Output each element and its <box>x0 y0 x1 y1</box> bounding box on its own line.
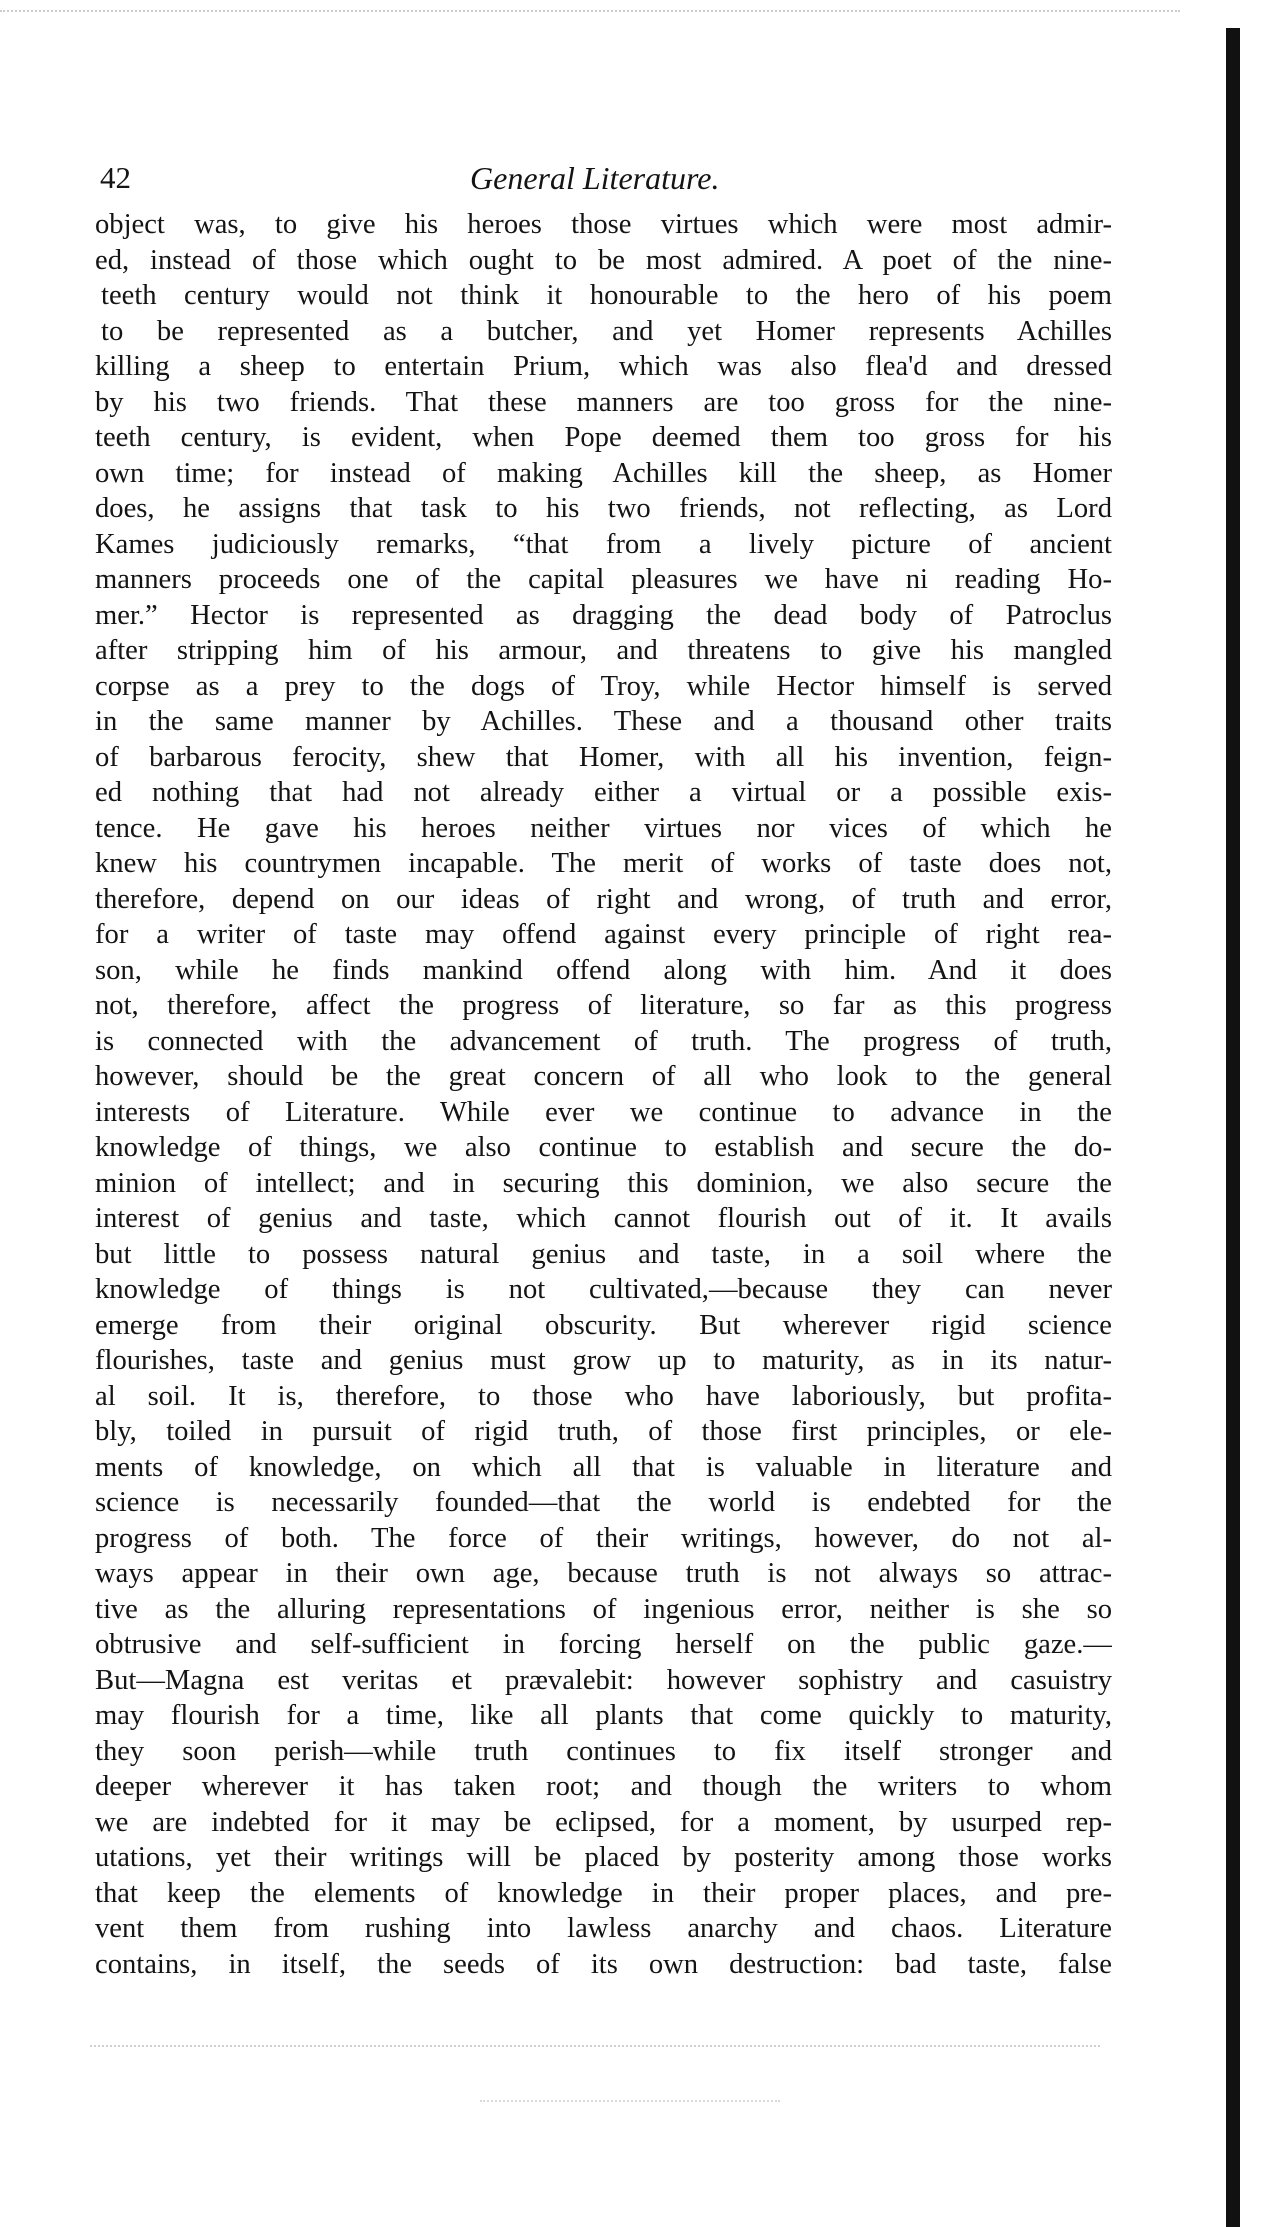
text-line: science is necessarily founded—that the world is endebted for the <box>95 1487 1112 1518</box>
text-line: deeper wherever it has taken root; and though the writers to whom <box>95 1771 1112 1802</box>
text-line: of barbarous ferocity, shew that Homer, with all his invention, feign- <box>95 741 1112 773</box>
page-binding-edge <box>1226 28 1240 2227</box>
text-line: knowledge of things, we also continue to establish and secure the do- <box>95 1132 1112 1163</box>
text-line: own time; for instead of making Achilles kill the sheep, as Homer <box>95 457 1112 489</box>
text-line: But—Magna est veritas et prævalebit: however sophistry and casuistry <box>95 1664 1112 1696</box>
text-line: teeth century, is evident, when Pope deemed them too gross for his <box>95 422 1112 453</box>
text-line: emerge from their original obscurity. But wherever rigid science <box>95 1309 1112 1341</box>
text-line: ed nothing that had not already either a virtual or a possible exis- <box>95 777 1112 808</box>
text-line: tive as the alluring representations of ingenious error, neither is she so <box>95 1593 1112 1625</box>
text-line: but little to possess natural genius and taste, in a soil where the <box>95 1238 1112 1270</box>
text-line: knew his countrymen incapable. The merit of works of taste does not, <box>95 848 1112 879</box>
text-line: corpse as a prey to the dogs of Troy, while Hector himself is served <box>95 670 1112 702</box>
text-line: we are indebted for it may be eclipsed, for a moment, by usurped rep- <box>95 1806 1112 1838</box>
text-line: does, he assigns that task to his two friends, not reflecting, as Lord <box>95 493 1112 524</box>
text-line: that keep the elements of knowledge in their proper places, and pre- <box>95 1877 1112 1909</box>
text-line: object was, to give his heroes those virtues which were most admir- <box>95 209 1112 240</box>
text-line: however, should be the great concern of all who look to the general <box>95 1061 1112 1092</box>
text-line: teeth century would not think it honourable to the hero of his poem <box>101 280 1112 311</box>
text-line: after stripping him of his armour, and threatens to give his mangled <box>95 635 1112 666</box>
text-line: ways appear in their own age, because truth is not always so attrac- <box>95 1558 1112 1589</box>
text-line: ed, instead of those which ought to be most admired. A poet of the nine- <box>95 244 1112 276</box>
text-line: utations, yet their writings will be placed by posterity among those works <box>95 1842 1112 1873</box>
text-line: may flourish for a time, like all plants that come quickly to maturity, <box>95 1700 1112 1731</box>
text-line: interest of genius and taste, which cannot flourish out of it. It avails <box>95 1203 1112 1234</box>
text-line: not, therefore, affect the progress of literature, so far as this progress <box>95 990 1112 1021</box>
text-line: progress of both. The force of their writings, however, do not al- <box>95 1522 1112 1554</box>
text-line: manners proceeds one of the capital pleasures we have ni reading Ho- <box>95 564 1112 595</box>
text-line: vent them from rushing into lawless anarchy and chaos. Literature <box>95 1913 1112 1944</box>
text-line: in the same manner by Achilles. These and a thousand other traits <box>95 706 1112 737</box>
text-line: son, while he finds mankind offend along with him. And it does <box>95 954 1112 986</box>
text-line: killing a sheep to entertain Prium, which was also flea'd and dressed <box>95 351 1112 382</box>
text-line: ments of knowledge, on which all that is valuable in literature and <box>95 1451 1112 1483</box>
text-line: to be represented as a butcher, and yet Homer represents Achilles <box>101 315 1112 347</box>
page-number: 42 <box>100 160 131 195</box>
text-line: therefore, depend on our ideas of right and wrong, of truth and error, <box>95 883 1112 915</box>
text-line: contains, in itself, the seeds of its own destruction: bad taste, false <box>95 1948 1112 1980</box>
text-line: minion of intellect; and in securing this dominion, we also secure the <box>95 1167 1112 1199</box>
text-line: Kames judiciously remarks, “that from a lively picture of ancient <box>95 528 1112 560</box>
text-line: interests of Literature. While ever we continue to advance in the <box>95 1096 1112 1128</box>
page-header <box>100 160 1112 200</box>
text-line: al soil. It is, therefore, to those who have laboriously, but profita- <box>95 1380 1112 1412</box>
running-title: General Literature. <box>470 160 720 196</box>
text-line: bly, toiled in pursuit of rigid truth, of those first principles, or ele- <box>95 1416 1112 1447</box>
text-line: by his two friends. That these manners are too gross for the nine- <box>95 386 1112 418</box>
body-text <box>95 207 1112 2042</box>
text-line: they soon perish—while truth continues to fix itself stronger and <box>95 1735 1112 1767</box>
text-line: flourishes, taste and genius must grow up to maturity, as in its natur- <box>95 1345 1112 1376</box>
text-line: obtrusive and self-sufficient in forcing herself on the public gaze.— <box>95 1629 1112 1660</box>
scan-speckle-bottom-lower <box>480 2100 780 2108</box>
text-line: knowledge of things is not cultivated,—because they can never <box>95 1274 1112 1305</box>
scan-speckle-bottom <box>90 2045 1100 2053</box>
scan-speckle-top <box>0 10 1180 20</box>
text-line: mer.” Hector is represented as dragging the dead body of Patroclus <box>95 599 1112 631</box>
text-line: for a writer of taste may offend against every principle of right rea- <box>95 919 1112 950</box>
text-line: is connected with the advancement of truth. The progress of truth, <box>95 1025 1112 1057</box>
text-line: tence. He gave his heroes neither virtues nor vices of which he <box>95 812 1112 844</box>
